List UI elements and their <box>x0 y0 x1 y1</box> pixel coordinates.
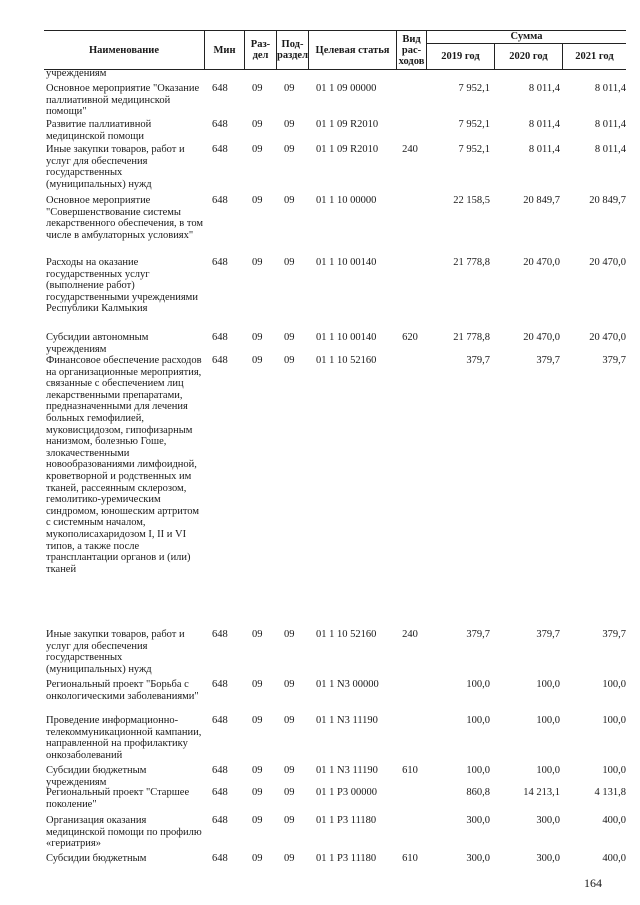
cell-rz: 09 <box>252 815 263 826</box>
header-razdel: Раз-дел <box>244 31 276 69</box>
cell-pr: 09 <box>284 815 295 826</box>
cell-min: 648 <box>212 679 228 690</box>
cell-pr: 09 <box>284 629 295 640</box>
cell-y1: 100,0 <box>466 765 490 776</box>
cell-y3: 20 470,0 <box>589 257 626 268</box>
cell-y3: 400,0 <box>602 853 626 864</box>
cell-y1: 300,0 <box>466 815 490 826</box>
cell-pr: 09 <box>284 119 295 130</box>
cell-y3: 8 011,4 <box>594 119 626 130</box>
cell-y1: 7 952,1 <box>458 83 490 94</box>
cell-min: 648 <box>212 195 228 206</box>
cell-y2: 20 470,0 <box>523 332 560 343</box>
cell-pr: 09 <box>284 83 295 94</box>
cell-min: 648 <box>212 355 228 366</box>
cell-rz: 09 <box>252 679 263 690</box>
cell-pr: 09 <box>284 257 295 268</box>
cell-vr: 240 <box>402 144 418 155</box>
page-number: 164 <box>584 876 602 890</box>
cell-min: 648 <box>212 257 228 268</box>
cell-min: 648 <box>212 83 228 94</box>
cell-rz: 09 <box>252 853 263 864</box>
cell-vr: 610 <box>402 765 418 776</box>
cell-cs: 01 1 10 52160 <box>316 629 377 640</box>
cell-y2: 8 011,4 <box>528 119 560 130</box>
cell-name: Региональный проект "Старшее поколение" <box>46 787 190 810</box>
header-name: Наименование <box>89 44 159 56</box>
cell-pr: 09 <box>284 332 295 343</box>
cell-y1: 860,8 <box>466 787 490 798</box>
cell-y3: 100,0 <box>602 679 626 690</box>
cell-y2: 8 011,4 <box>528 144 560 155</box>
cell-cs: 01 1 P3 11180 <box>316 815 377 826</box>
cell-rz: 09 <box>252 355 263 366</box>
cell-y3: 20 849,7 <box>589 195 626 206</box>
cell-min: 648 <box>212 119 228 130</box>
cell-y2: 300,0 <box>536 815 560 826</box>
cell-cs: 01 1 10 00140 <box>316 332 377 343</box>
cell-name: Иные закупки товаров, работ и услуг для обеспечения государственных (муниципальных) нужд <box>46 629 185 675</box>
cell-name: Финансовое обеспечение расходов на организационные мероприятия, связанные с обеспечением лиц лекарственными препаратами, предназначенными для лечения больных гемофилией, муковисцидозом, гипофизарным нанизмом, болезнью Гоше, злокачественными новообразованиями лимфоидной, кроветворной и родственных им тканей, рассеянным склерозом, гемолитико-уремическим синдромом, юношеским артритом с системным началом, мукополисахаридозом I, II и VI типов, а также после трансплантации органов и (или) тканей <box>46 355 202 575</box>
cell-rz: 09 <box>252 715 263 726</box>
cell-pr: 09 <box>284 679 295 690</box>
cell-name: Иные закупки товаров, работ и услуг для обеспечения государственных (муниципальных) нужд <box>46 144 185 190</box>
cell-vr: 620 <box>402 332 418 343</box>
cell-vr: 240 <box>402 629 418 640</box>
cell-y3: 8 011,4 <box>594 144 626 155</box>
cell-y2: 100,0 <box>536 765 560 776</box>
cell-name: Организация оказания медицинской помощи по профилю «гериатрия» <box>46 815 202 850</box>
cell-cs: 01 1 N3 00000 <box>316 679 379 690</box>
cell-y1: 300,0 <box>466 853 490 864</box>
cell-rz: 09 <box>252 195 263 206</box>
cell-y2: 100,0 <box>536 679 560 690</box>
header-2020: 2020 год <box>494 44 562 69</box>
cell-rz: 09 <box>252 257 263 268</box>
cell-name: Региональный проект "Борьба с онкологическими заболеваниями" <box>46 679 199 702</box>
cell-y3: 379,7 <box>602 629 626 640</box>
cell-pr: 09 <box>284 787 295 798</box>
cell-y1: 379,7 <box>466 355 490 366</box>
cell-y3: 8 011,4 <box>594 83 626 94</box>
header-podrazdel: Под-раздел <box>276 31 308 69</box>
cell-y2: 300,0 <box>536 853 560 864</box>
cell-y3: 100,0 <box>602 765 626 776</box>
cell-y2: 8 011,4 <box>528 83 560 94</box>
cell-cs: 01 1 N3 11190 <box>316 765 378 776</box>
cell-cs: 01 1 09 R2010 <box>316 144 379 155</box>
cell-y3: 20 470,0 <box>589 332 626 343</box>
cell-name: Субсидии автономным учреждениям <box>46 332 149 355</box>
cell-cs: 01 1 09 R2010 <box>316 119 379 130</box>
cell-y2: 379,7 <box>536 355 560 366</box>
header-vid: Вид рас-ходов <box>396 31 426 69</box>
cell-cs: 01 1 N3 11190 <box>316 715 378 726</box>
cell-y3: 379,7 <box>602 355 626 366</box>
cell-y1: 100,0 <box>466 679 490 690</box>
cell-rz: 09 <box>252 332 263 343</box>
cell-y1: 100,0 <box>466 715 490 726</box>
cell-min: 648 <box>212 715 228 726</box>
cell-y2: 14 213,1 <box>523 787 560 798</box>
cell-cs: 01 1 10 00140 <box>316 257 377 268</box>
cell-rz: 09 <box>252 144 263 155</box>
header-2019: 2019 год <box>426 44 494 69</box>
header-celevaya: Целевая статья <box>308 31 396 69</box>
cell-min: 648 <box>212 144 228 155</box>
cell-name: Субсидии бюджетным учреждениям <box>46 765 147 788</box>
cell-rz: 09 <box>252 765 263 776</box>
cell-pr: 09 <box>284 195 295 206</box>
cell-y1: 22 158,5 <box>453 195 490 206</box>
cell-cs: 01 1 10 52160 <box>316 355 377 366</box>
cell-cs: 01 1 10 00000 <box>316 195 377 206</box>
cell-name: Основное мероприятие "Совершенствование системы лекарственного обеспечения, в том числе в амбулаторных условиях" <box>46 195 204 241</box>
cell-min: 648 <box>212 332 228 343</box>
cell-name: Субсидии бюджетным <box>46 853 147 864</box>
cell-y1: 7 952,1 <box>458 119 490 130</box>
header-summa: Сумма <box>426 31 626 44</box>
cell-y3: 400,0 <box>602 815 626 826</box>
cell-y2: 20 849,7 <box>523 195 560 206</box>
cell-name: Развитие паллиативной медицинской помощи <box>46 119 152 142</box>
cell-min: 648 <box>212 629 228 640</box>
cell-min: 648 <box>212 765 228 776</box>
cell-pr: 09 <box>284 355 295 366</box>
cell-rz: 09 <box>252 83 263 94</box>
cut-off-text: учреждениям <box>46 68 107 79</box>
cell-y1: 21 778,8 <box>453 332 490 343</box>
cell-vr: 610 <box>402 853 418 864</box>
cell-min: 648 <box>212 853 228 864</box>
cell-pr: 09 <box>284 853 295 864</box>
cell-cs: 01 1 P3 00000 <box>316 787 377 798</box>
header-min: Мин <box>204 31 244 69</box>
cell-rz: 09 <box>252 629 263 640</box>
cell-cs: 01 1 09 00000 <box>316 83 377 94</box>
cell-min: 648 <box>212 787 228 798</box>
cell-y2: 100,0 <box>536 715 560 726</box>
cell-y1: 7 952,1 <box>458 144 490 155</box>
cell-name: Проведение информационно-телекоммуникационной кампании, направленной на профилактику онкозаболеваний <box>46 715 202 761</box>
cell-rz: 09 <box>252 119 263 130</box>
cell-y2: 20 470,0 <box>523 257 560 268</box>
cell-rz: 09 <box>252 787 263 798</box>
cell-pr: 09 <box>284 765 295 776</box>
cell-pr: 09 <box>284 715 295 726</box>
cell-min: 648 <box>212 815 228 826</box>
cell-y3: 100,0 <box>602 715 626 726</box>
cell-y1: 21 778,8 <box>453 257 490 268</box>
table-header <box>44 30 626 70</box>
cell-y1: 379,7 <box>466 629 490 640</box>
cell-y3: 4 131,8 <box>594 787 626 798</box>
cell-name: Основное мероприятие "Оказание паллиативной медицинской помощи" <box>46 83 200 118</box>
header-2021: 2021 год <box>562 44 626 69</box>
cell-y2: 379,7 <box>536 629 560 640</box>
cell-pr: 09 <box>284 144 295 155</box>
cell-name: Расходы на оказание государственных услуг (выполнение работ) государственными учреждениями Республики Калмыкия <box>46 257 198 315</box>
cell-cs: 01 1 P3 11180 <box>316 853 377 864</box>
